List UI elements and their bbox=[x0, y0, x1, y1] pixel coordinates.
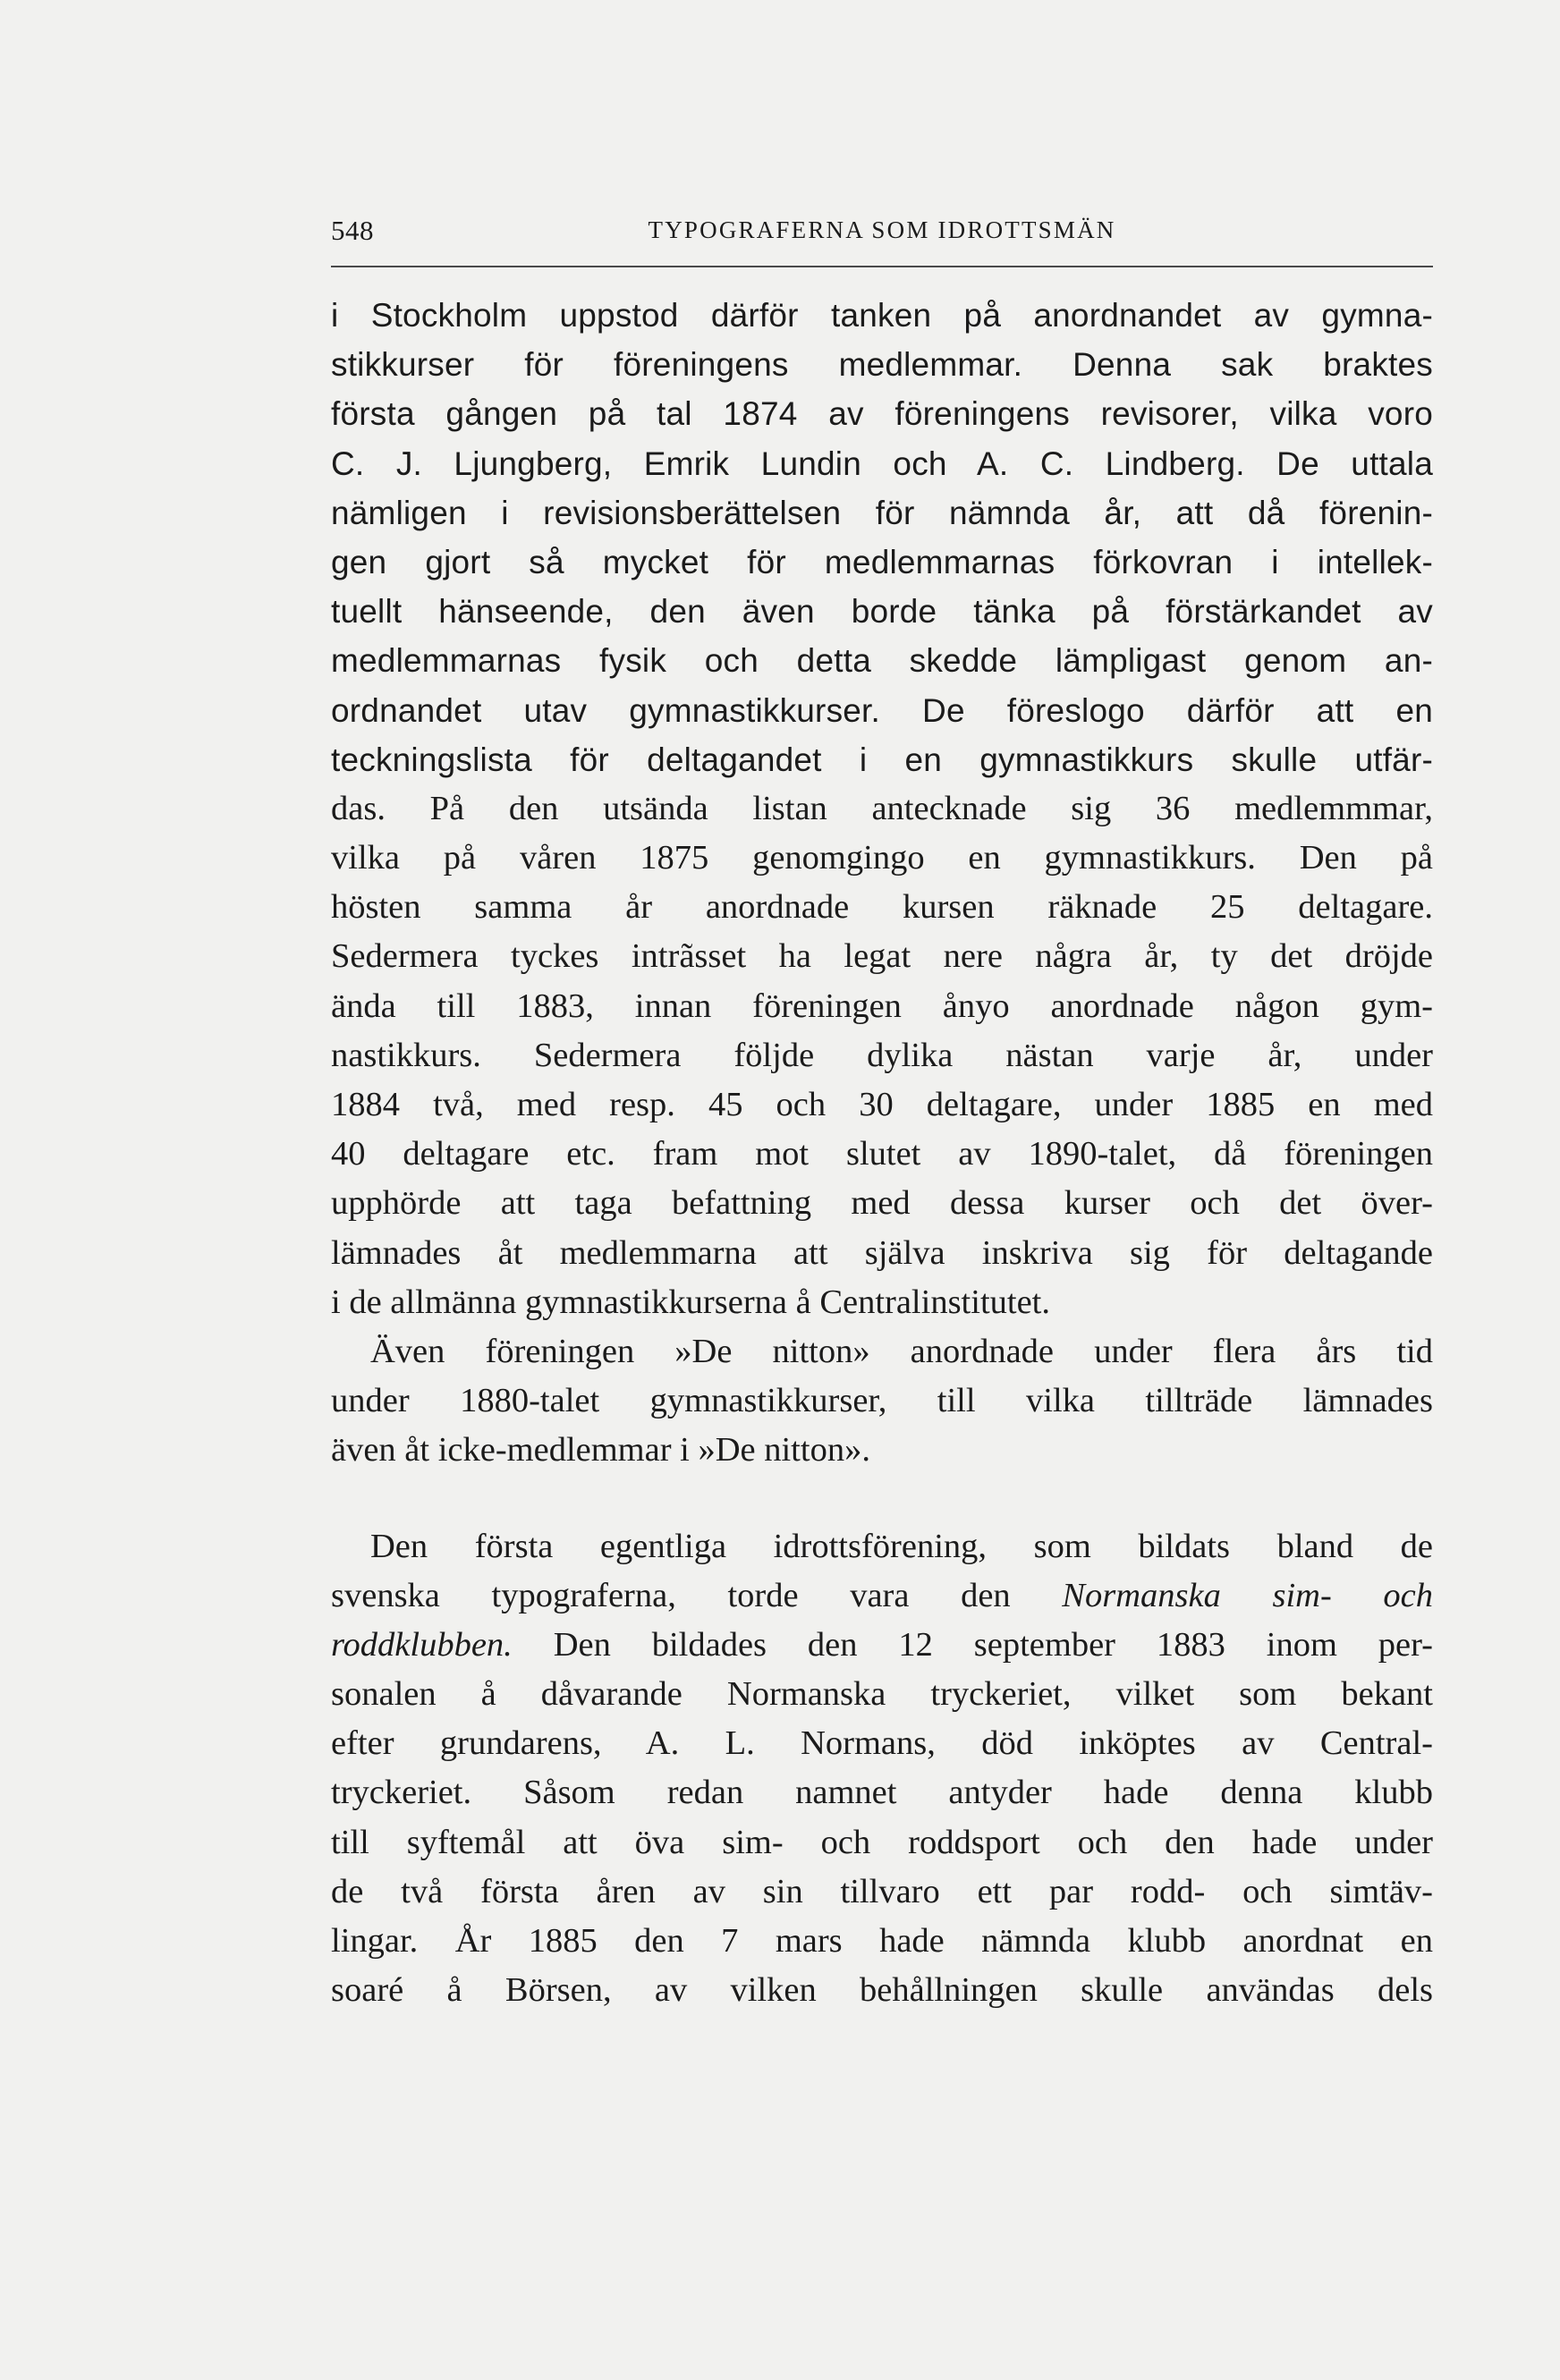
text-line: Sedermera tyckes intrãsset ha legat nere några år, ty det dröjde bbox=[331, 937, 1433, 976]
text-line: tuellt hänseende, den även borde tänka på förstärkandet av bbox=[331, 593, 1433, 631]
text-line: teckningslista för deltagandet i en gymnastikkurs skulle utfär- bbox=[331, 741, 1433, 778]
text-line: upphörde att taga befattning med dessa kurser och det över- bbox=[331, 1184, 1433, 1223]
text-line: ända till 1883, innan föreningen ånyo anordnade någon gym- bbox=[331, 987, 1433, 1025]
paragraph-gap bbox=[331, 1476, 1433, 1522]
text-line: hösten samma år anordnade kursen räknade 25 deltagare. bbox=[331, 888, 1433, 927]
running-title: TYPOGRAFERNA SOM IDROTTSMÄN bbox=[648, 216, 1116, 243]
text-line: första gången på tal 1874 av föreningens revisorer, vilka voro bbox=[331, 395, 1433, 433]
running-header bbox=[331, 215, 1433, 254]
text-line: till syftemål att öva sim- och roddsport och den hade under bbox=[331, 1823, 1433, 1861]
text-line: ordnandet utav gymnastikkurser. De föreslogo därför att en bbox=[331, 691, 1433, 729]
text-line: soaré å Börsen, av vilken behållningen skulle användas dels bbox=[331, 1971, 1433, 2010]
text-line: lämnades åt medlemmarna att själva inskriva sig för deltagande bbox=[331, 1233, 1433, 1272]
text-line: efter grundarens, A. L. Normans, död inköptes av Central- bbox=[331, 1724, 1433, 1763]
text-line: sonalen å dåvarande Normanska tryckeriet, vilket som bekant bbox=[331, 1675, 1433, 1714]
text-line: Den första egentliga idrottsförening, som bildats bland de bbox=[370, 1527, 1433, 1565]
page-number: 548 bbox=[331, 215, 374, 246]
header-rule bbox=[331, 266, 1433, 267]
text-run: svenska typograferna, torde vara den bbox=[331, 1576, 1063, 1614]
text-line bbox=[331, 1571, 1433, 1621]
text-line: 40 deltagare etc. fram mot slutet av 1890-talet, då föreningen bbox=[331, 1135, 1433, 1173]
text-line: nastikkurs. Sedermera följde dylika nästan varje år, under bbox=[331, 1036, 1433, 1074]
text-line: de två första åren av sin tillvaro ett par rodd- och simtäv- bbox=[331, 1872, 1433, 1910]
text-line: medlemmarnas fysik och detta skedde lämpligast genom an- bbox=[331, 642, 1433, 680]
text-line: stikkurser för föreningens medlemmar. Denna sak braktes bbox=[331, 346, 1433, 384]
body-text bbox=[331, 291, 1433, 2015]
text-run: Den bildades den 12 september 1883 inom per- bbox=[512, 1625, 1433, 1664]
text-line: gen gjort så mycket för medlemmarnas förkovran i intellek- bbox=[331, 543, 1433, 580]
text-line: tryckeriet. Såsom redan namnet antyder hade denna klubb bbox=[331, 1774, 1433, 1812]
text-line: i Stockholm uppstod därför tanken på anordnandet av gymna- bbox=[331, 297, 1433, 334]
text-line: vilka på våren 1875 genomgingo en gymnastikkurs. Den på bbox=[331, 839, 1433, 877]
text-line bbox=[331, 1621, 1433, 1670]
text-line: även åt icke-medlemmar i »De nitton». bbox=[331, 1431, 870, 1470]
club-name-italic: roddklubben. bbox=[331, 1625, 513, 1664]
text-line: under 1880-talet gymnastikkurser, till vilka tillträde lämnades bbox=[331, 1382, 1433, 1420]
text-line: das. På den utsända listan antecknade sig 36 medlemmmar, bbox=[331, 789, 1433, 827]
text-line: nämligen i revisionsberättelsen för nämnda år, att då förenin- bbox=[331, 494, 1433, 531]
club-name-italic: Normanska sim- och bbox=[1062, 1576, 1433, 1614]
text-line: lingar. År 1885 den 7 mars hade nämnda klubb anordnat en bbox=[331, 1922, 1433, 1960]
text-line: C. J. Ljungberg, Emrik Lundin och A. C. Lindberg. De uttala bbox=[331, 445, 1433, 482]
text-line: i de allmänna gymnastikkurserna å Centralinstitutet. bbox=[331, 1283, 1051, 1321]
text-line: Även föreningen »De nitton» anordnade under flera års tid bbox=[370, 1332, 1433, 1370]
text-line: 1884 två, med resp. 45 och 30 deltagare, under 1885 en med bbox=[331, 1086, 1433, 1123]
